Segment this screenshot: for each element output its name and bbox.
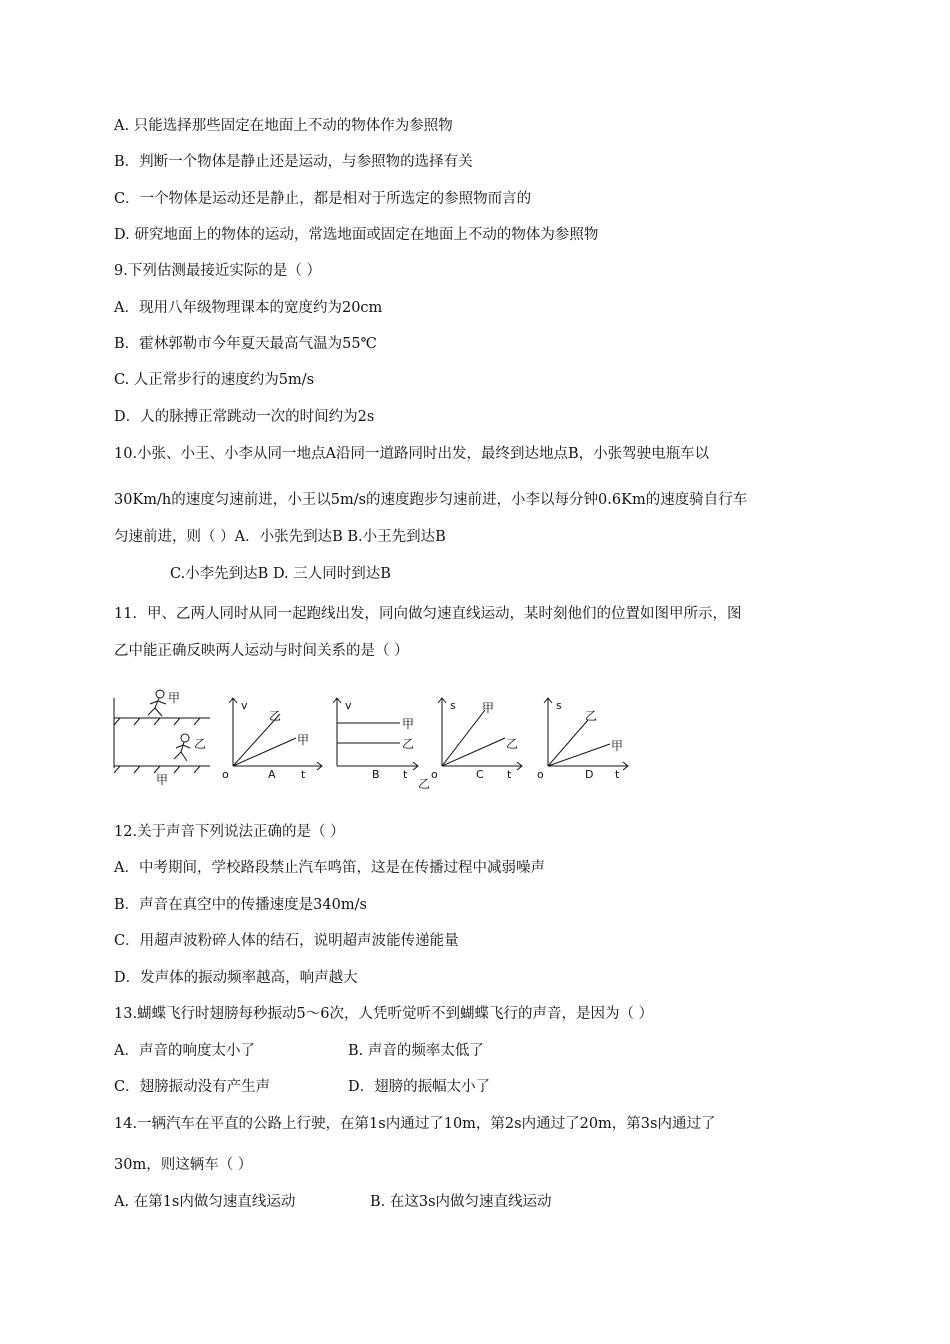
q9-option-c: C. 人正常步行的速度约为5m/s — [114, 372, 315, 388]
q8-option-c: C．一个物体是运动还是静止，都是相对于所选定的参照物而言的 — [114, 191, 532, 207]
graph-a-line-lower — [233, 738, 296, 766]
hatch-lower — [114, 766, 200, 773]
scene-label-jia: 甲 — [168, 691, 181, 705]
scene-diagram — [114, 690, 210, 773]
q12-option-d: D．发声体的振动频率越高，响声越大 — [114, 970, 358, 986]
runner-yi-icon — [174, 734, 190, 761]
graph-c — [431, 698, 522, 781]
q10-line-1: 10.小张、小王、小李从同一地点A沿同一道路同时出发，最终到达地点B，小张驾驶电瓶车以 — [114, 446, 710, 462]
graph-a-lower-label: 甲 — [297, 733, 310, 747]
q12-stem: 12.关于声音下列说法正确的是（ ） — [114, 824, 345, 840]
q13-option-b: B. 声音的频率太低了 — [348, 1043, 484, 1059]
graph-a-x-label: t — [301, 768, 306, 781]
graph-d-upper-label: 乙 — [585, 709, 598, 723]
q11-figure — [110, 688, 640, 798]
runner-jia-icon — [148, 690, 166, 716]
graph-a-letter: A — [268, 768, 276, 781]
figure-caption: 乙 — [418, 777, 431, 791]
graph-d-letter: D — [585, 768, 594, 781]
q8-option-b: B．判断一个物体是静止还是运动，与参照物的选择有关 — [114, 154, 473, 170]
graph-b-y-label: v — [345, 699, 352, 712]
graph-b — [333, 698, 418, 781]
q9-option-a: A．现用八年级物理课本的宽度约为20cm — [114, 300, 383, 316]
q14-option-a: A. 在第1s内做匀速直线运动 — [114, 1194, 296, 1210]
q11-line-2: 乙中能正确反映两人运动与时间关系的是（ ） — [114, 643, 409, 659]
graph-a — [222, 698, 322, 781]
q12-option-c: C．用超声波粉碎人体的结石，说明超声波能传递能量 — [114, 933, 459, 949]
graph-d-y-label: s — [556, 699, 562, 712]
scene-label-yi: 乙 — [194, 737, 207, 751]
graph-d — [537, 698, 628, 781]
scene-caption: 甲 — [156, 773, 169, 787]
q10-line-4: C.小李先到达B D. 三人同时到达B — [170, 566, 391, 582]
q11-line-1: 11．甲、乙两人同时从同一起跑线出发，同向做匀速直线运动，某时刻他们的位置如图甲所示，图 — [114, 606, 742, 622]
graph-c-x-label: t — [507, 768, 512, 781]
q8-option-a: A. 只能选择那些固定在地面上不动的物体作为参照物 — [114, 118, 453, 134]
q13-option-a: A．声音的响度太小了 — [114, 1043, 255, 1059]
graph-b-letter: B — [372, 768, 380, 781]
graph-c-y-label: s — [450, 699, 456, 712]
q10-line-3: 匀速前进，则（ ）A．小张先到达B B.小王先到达B — [114, 529, 446, 545]
q13-option-c: C．翅膀振动没有产生声 — [114, 1079, 271, 1095]
graph-c-line-upper — [442, 710, 485, 766]
graph-b-lower-label: 乙 — [402, 737, 415, 751]
q13-stem: 13.蝴蝶飞行时翅膀每秒振动5～6次，人凭听觉听不到蝴蝶飞行的声音，是因为（ ） — [114, 1006, 654, 1022]
q8-option-d: D. 研究地面上的物体的运动，常选地面或固定在地面上不动的物体为参照物 — [114, 227, 599, 243]
q10-line-2: 30Km/h的速度匀速前进，小王以5m/s的速度跑步匀速前进，小李以每分钟0.6Km的速度骑自行车 — [114, 492, 748, 508]
graph-c-letter: C — [476, 768, 484, 781]
hatch-upper — [114, 718, 200, 725]
q9-stem: 9.下列估测最接近实际的是（ ） — [114, 263, 321, 279]
graph-a-upper-label: 乙 — [269, 709, 282, 723]
graph-c-line-lower — [442, 738, 505, 766]
graph-d-origin: o — [537, 768, 544, 781]
q14-line-1: 14.一辆汽车在平直的公路上行驶，在第1s内通过了10m，第2s内通过了20m，第3s内通过了 — [114, 1116, 716, 1132]
graph-b-x-label: t — [403, 768, 408, 781]
graph-c-lower-label: 乙 — [506, 737, 519, 751]
graph-a-origin: o — [222, 768, 229, 781]
q14-line-2: 30m，则这辆车（ ） — [114, 1157, 253, 1173]
graph-a-y-label: v — [241, 699, 248, 712]
graph-c-origin: o — [431, 768, 438, 781]
graph-c-upper-label: 甲 — [482, 701, 495, 715]
q9-option-d: D．人的脉搏正常跳动一次的时间约为2s — [114, 409, 375, 425]
q9-option-b: B．霍林郭勒市今年夏天最高气温为55℃ — [114, 336, 377, 352]
q12-option-a: A．中考期间，学校路段禁止汽车鸣笛，这是在传播过程中减弱噪声 — [114, 860, 545, 876]
graph-d-x-label: t — [615, 768, 620, 781]
q12-option-b: B．声音在真空中的传播速度是340m/s — [114, 897, 367, 913]
q13-option-d: D．翅膀的振幅太小了 — [348, 1079, 491, 1095]
graph-b-upper-label: 甲 — [402, 717, 415, 731]
graph-d-lower-label: 甲 — [611, 739, 624, 753]
q14-option-b: B. 在这3s内做匀速直线运动 — [370, 1194, 552, 1210]
